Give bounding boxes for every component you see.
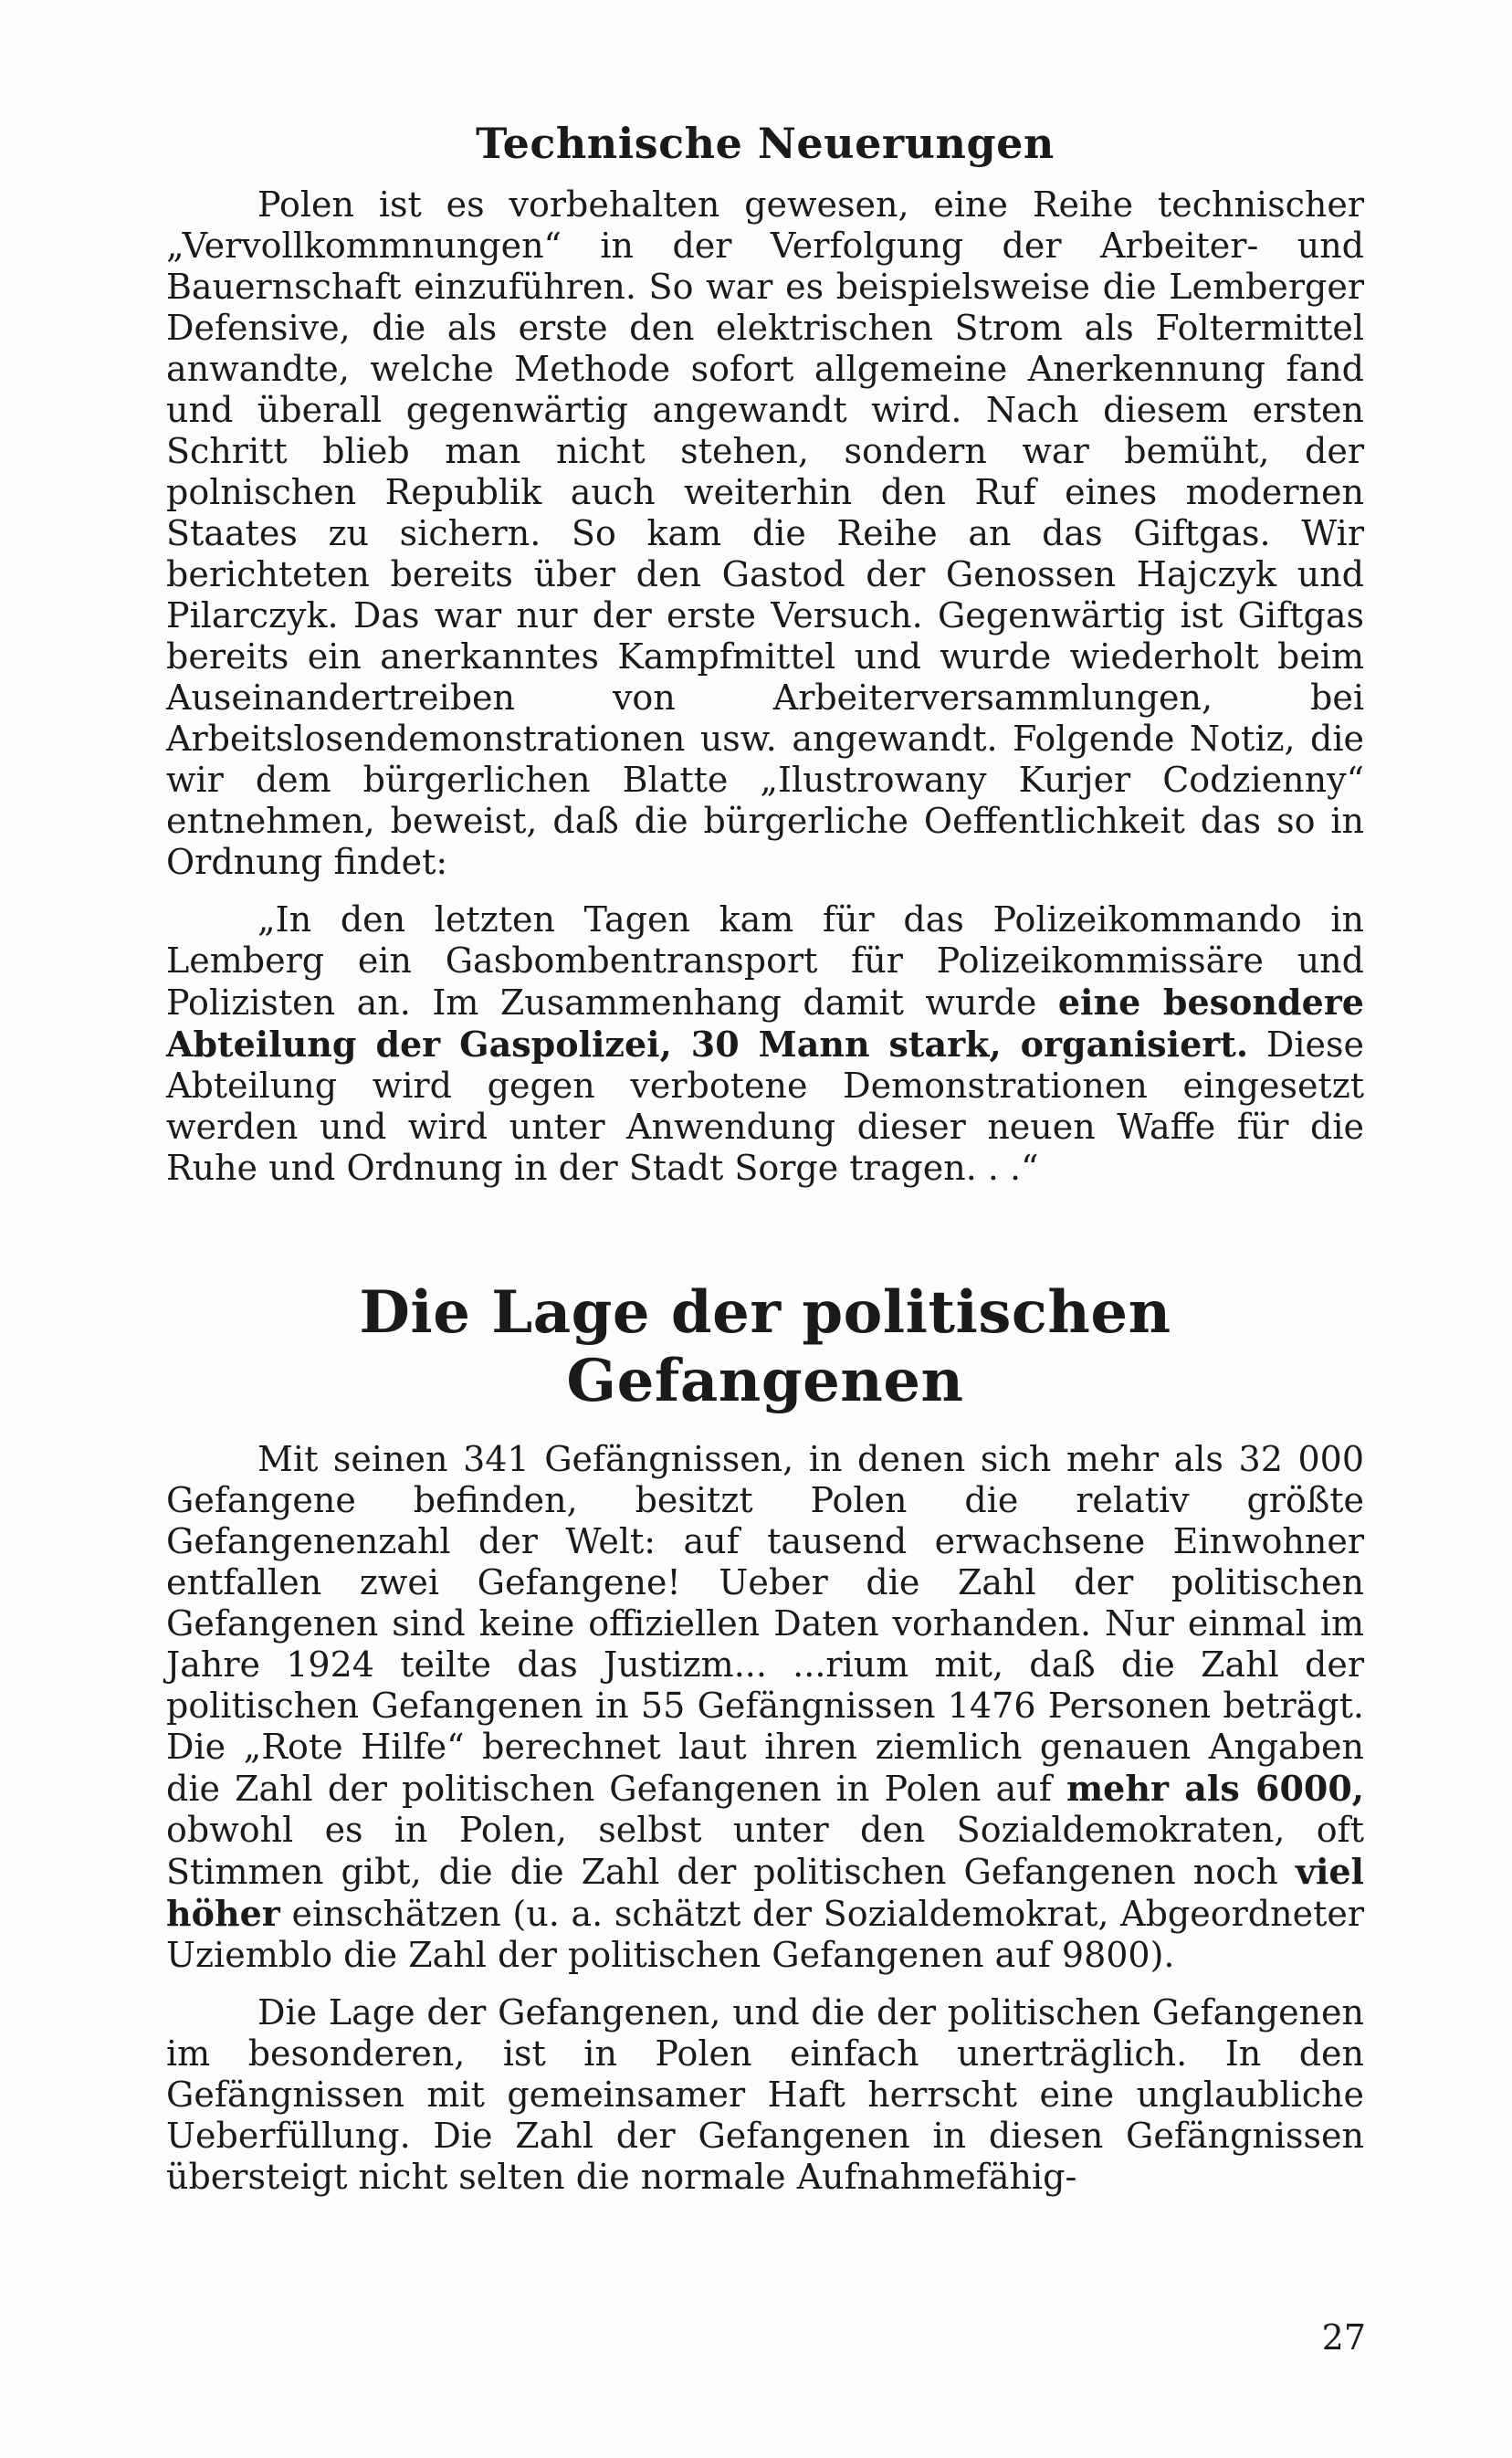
paragraph-text: einschätzen (u. a. schätzt der Sozialdemokrat, Abgeordneter Uziemblo die Zahl der politischen Gefangenen auf 9800). bbox=[166, 1894, 1364, 1975]
quote-bold-text: eine besondere Abteilung der Gaspolizei, 30 Mann stark, organisiert. bbox=[166, 982, 1364, 1065]
bold-text: mehr als 6000, bbox=[1066, 1768, 1365, 1809]
section-politische-gefangene bbox=[166, 1278, 1364, 2198]
quote-text: „In den letzten Tagen kam für das Polizeikommando in Lemberg ein Gasbombentransport für Polizeikommissäre und Polizisten an. Im Zusammenhang damit wurde bbox=[166, 899, 1364, 1023]
bold-text: viel höher bbox=[166, 1851, 1364, 1934]
quote-text: Diese Abteilung wird gegen verbotene Demonstrationen eingesetzt werden und wird unter Anwendung dieser neuen Waffe für die Ruhe und Ordnung in der Stadt Sorge tragen. . .“ bbox=[166, 1024, 1365, 1188]
page-number: 27 bbox=[1321, 2317, 1366, 2358]
section-heading: Die Lage der politischen Gefangenen bbox=[359, 1278, 1171, 1415]
quote-paragraph bbox=[166, 899, 1364, 1189]
section-technische-neuerungen bbox=[166, 119, 1364, 1189]
paragraph: Die Lage der Gefangenen, und die der politischen Gefangenen im besonderen, ist in Polen einfach unerträglich. In den Gefängnissen mit gemeinsamer Haft herrscht eine unglaubliche Ueberfüllung. Die Zahl der Gefangenen in diesen Gefängnissen übersteigt nicht selten die normale Aufnahmefähig- bbox=[166, 1992, 1364, 2197]
paragraph-text: obwohl es in Polen, selbst unter den Sozialdemokraten, oft Stimmen gibt, die die Zahl der politischen Gefangenen noch bbox=[166, 1810, 1364, 1892]
paragraph: Polen ist es vorbehalten gewesen, eine Reihe technischer „Vervollkommnungen“ in der Verfolgung der Arbeiter- und Bauernschaft einzuführen. So war es beispielsweise die Lemberger Defensive, die als erste den elektrischen Strom als Foltermittel anwandte, welche Methode sofort allgemeine Anerkennung fand und überall gegenwärtig angewandt wird. Nach diesem ersten Schritt blieb man nicht stehen, sondern war bemüht, der polnischen Republik auch weiterhin den Ruf eines modernen Staates zu sichern. So kam die Reihe an das Giftgas. Wir berichteten bereits über den Gastod der Genossen Hajczyk und Pilarczyk. Das war nur der erste Versuch. Gegenwärtig ist Giftgas bereits ein anerkanntes Kampfmittel und wurde wiederholt beim Auseinandertreiben von Arbeiterversammlungen, bei Arbeitslosendemonstrationen usw. angewandt. Folgende Notiz, die wir dem bürgerlichen Blatte „Ilustrowany Kurjer Codzienny“ entnehmen, beweist, daß die bürgerliche Oeffentlichkeit das so in Ordnung findet: bbox=[166, 184, 1364, 882]
paragraph-text: Mit seinen 341 Gefängnissen, in denen sich mehr als 32 000 Gefangene befinden, besitzt Polen die relativ größte Gefangenenzahl der Welt: auf tausend erwachsene Einwohner entfallen zwei Gefangene! Ueber die Zahl der politischen Gefangenen sind keine offiziellen Daten vorhanden. Nur einmal im Jahre 1924 teilte das Justizm... ...rium mit, daß die Zahl der politischen Gefangenen in 55 Gefängnissen 1476 Personen beträgt. Die „Rote Hilfe“ berechnet laut ihren ziemlich genauen Angaben die Zahl der politischen Gefangenen in Polen auf bbox=[166, 1439, 1364, 1809]
paragraph bbox=[166, 1439, 1364, 1976]
section-heading: Technische Neuerungen bbox=[476, 119, 1055, 168]
